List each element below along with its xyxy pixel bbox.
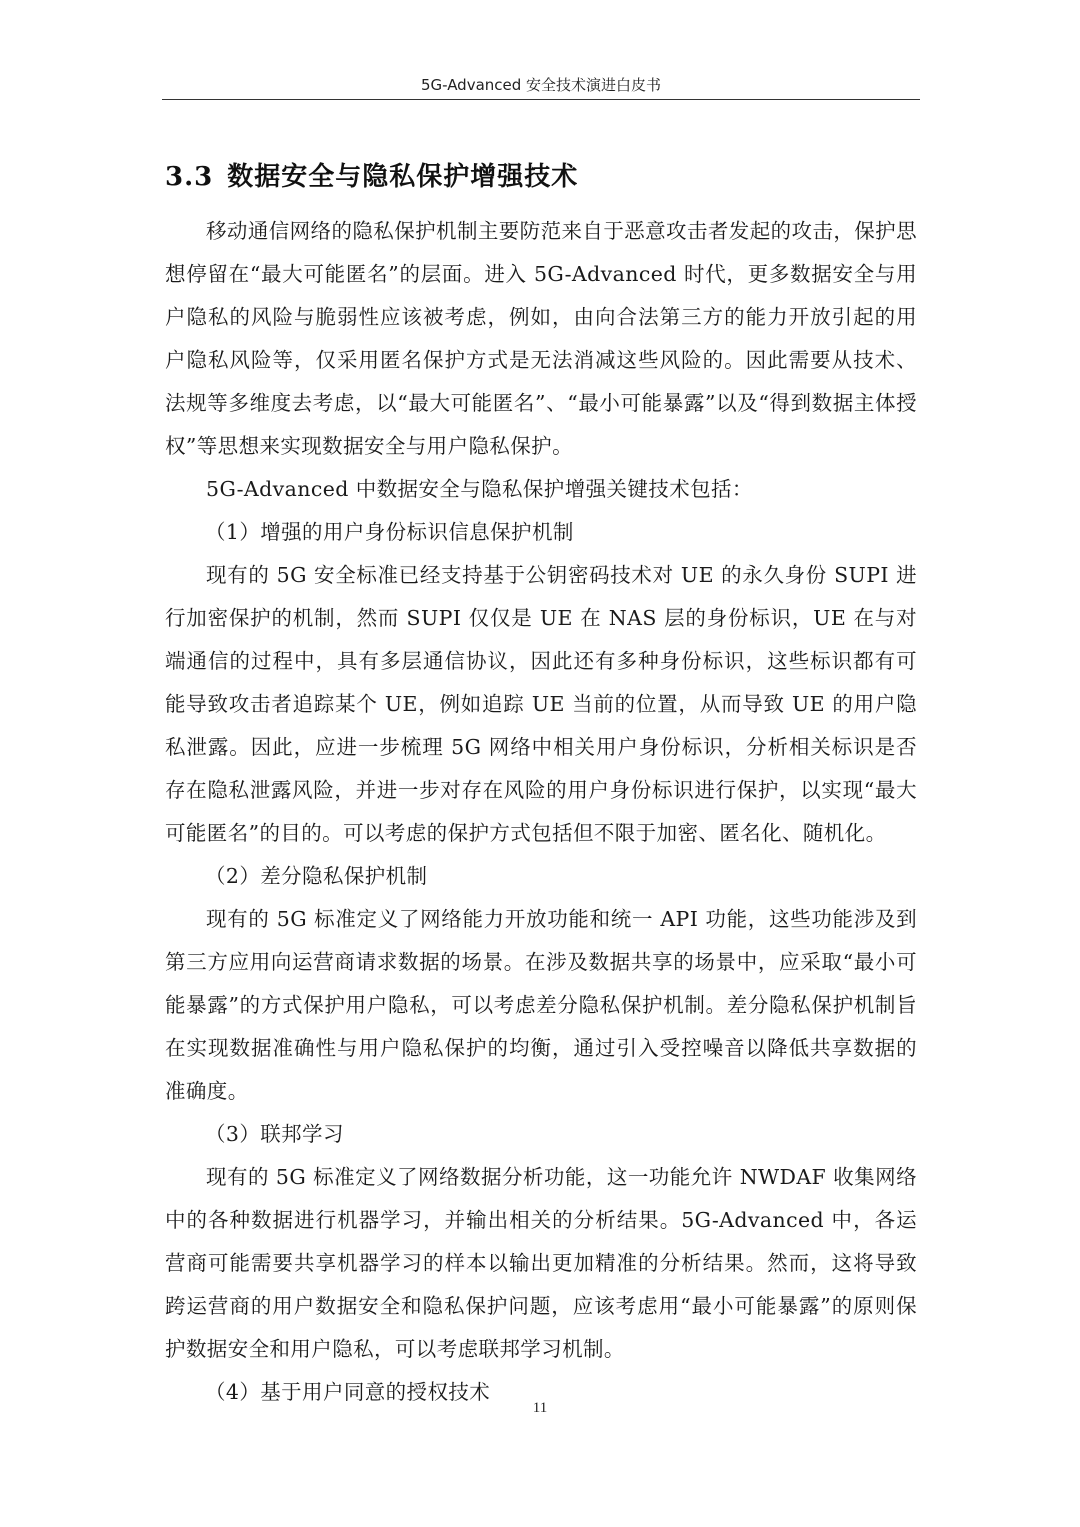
- paragraph-federated-learning: 现有的 5G 标准定义了网络数据分析功能，这一功能允许 NWDAF 收集网络中的各种数据进行机器学习，并输出相关的分析结果。5G-Advanced 中，各运营商可能需要共享机器学习的样本以输出更加精准的分析结果。然而，这将导致跨运营商的用户数据安全和隐私保护问题，应该考虑用“最小可能暴露”的原则保护数据安全和用户隐私，可以考虑联邦学习机制。: [165, 1165, 917, 1361]
- section-title: 数据安全与隐私保护增强技术: [227, 162, 579, 193]
- subsection-heading-3: （3）联邦学习: [205, 1122, 344, 1146]
- body-text: [165, 210, 917, 1414]
- subsection-heading-2: （2）差分隐私保护机制: [205, 864, 428, 888]
- subsection-heading-4: （4）基于用户同意的授权技术: [205, 1380, 491, 1404]
- section-heading: [165, 155, 915, 199]
- key-tech-intro-paragraph: 5G-Advanced 中数据安全与隐私保护增强关键技术包括：: [206, 477, 753, 501]
- header-divider: [162, 99, 920, 100]
- running-header: 5G-Advanced 安全技术演进白皮书: [420, 76, 662, 94]
- page-number: 11: [532, 1400, 548, 1416]
- paragraph-differential-privacy: 现有的 5G 标准定义了网络能力开放功能和统一 API 功能，这些功能涉及到第三方应用向运营商请求数据的场景。在涉及数据共享的场景中，应采取“最小可能暴露”的方式保护用户隐私，可以考虑差分隐私保护机制。差分隐私保护机制旨在实现数据准确性与用户隐私保护的均衡，通过引入受控噪音以降低共享数据的准确度。: [165, 907, 917, 1103]
- subsection-heading-1: （1）增强的用户身份标识信息保护机制: [205, 520, 574, 544]
- intro-paragraph: 移动通信网络的隐私保护机制主要防范来自于恶意攻击者发起的攻击，保护思想停留在“最大可能匿名”的层面。进入 5G-Advanced 时代，更多数据安全与用户隐私的风险与脆弱性应该被考虑，例如，由向合法第三方的能力开放引起的用户隐私风险等，仅采用匿名保护方式是无法消减这些风险的。因此需要从技术、法规等多维度去考虑，以“最大可能匿名”、“最小可能暴露”以及“得到数据主体授权”等思想来实现数据安全与用户隐私保护。: [165, 219, 917, 458]
- section-number: 3.3: [165, 162, 214, 193]
- paragraph-identity-protection: 现有的 5G 安全标准已经支持基于公钥密码技术对 UE 的永久身份 SUPI 进行加密保护的机制，然而 SUPI 仅仅是 UE 在 NAS 层的身份标识，UE 在与对端通信的过程中，具有多层通信协议，因此还有多种身份标识，这些标识都有可能导致攻击者追踪某个 UE，例如追踪 UE 当前的位置，从而导致 UE 的用户隐私泄露。因此，应进一步梳理 5G 网络中相关用户身份标识，分析相关标识是否存在隐私泄露风险，并进一步对存在风险的用户身份标识进行保护，以实现“最大可能匿名”的目的。可以考虑的保护方式包括但不限于加密、匿名化、随机化。: [165, 563, 917, 845]
